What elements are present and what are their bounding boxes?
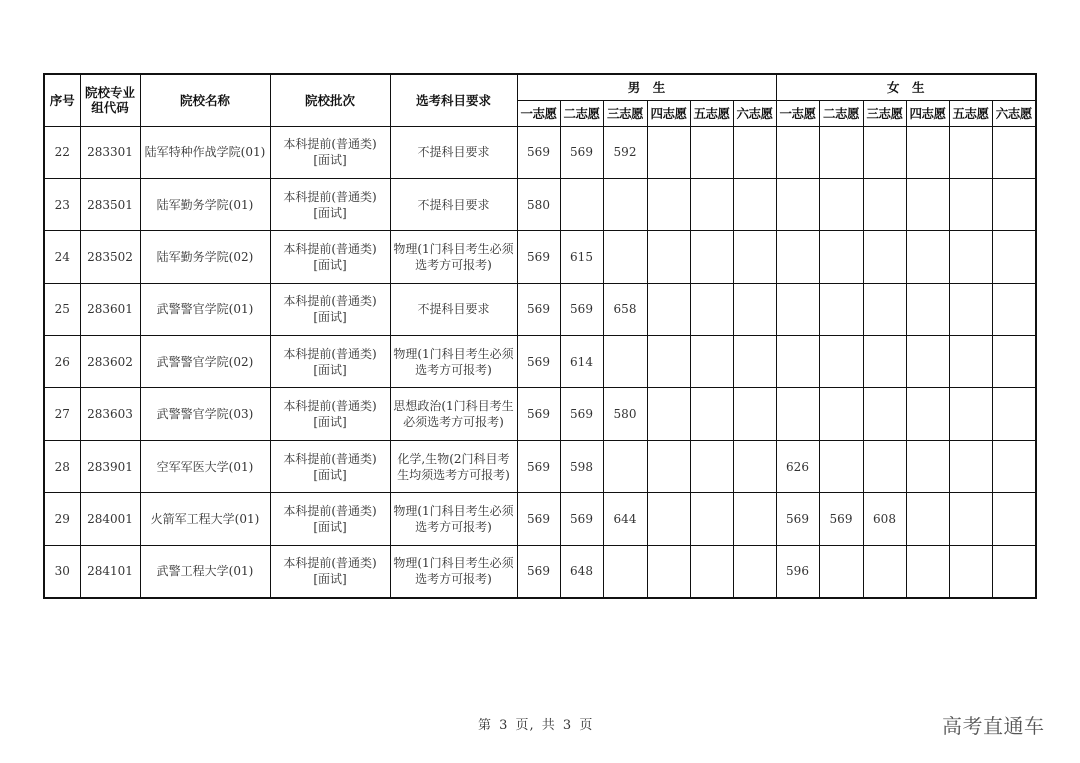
cell-school-name: 火箭军工程大学(01): [140, 493, 270, 545]
cell-female-choice-6: [992, 440, 1036, 492]
cell-female-choice-1: [776, 178, 819, 230]
cell-subject-requirement: 物理(1门科目考生必须选考方可报考): [390, 493, 517, 545]
cell-seq: 27: [44, 388, 80, 440]
cell-male-choice-6: [733, 440, 776, 492]
cell-male-choice-4: [647, 283, 690, 335]
cell-male-choice-2: 569: [560, 493, 603, 545]
cell-female-choice-3: [863, 283, 906, 335]
cell-female-choice-2: 569: [819, 493, 863, 545]
cell-male-choice-4: [647, 126, 690, 178]
page-indicator: 第 3 页, 共 3 页: [478, 718, 594, 733]
table-row: [44, 283, 1036, 335]
header-male-choice-5: 五志愿: [690, 100, 733, 126]
cell-male-choice-1: 569: [517, 283, 560, 335]
cell-female-choice-2: [819, 283, 863, 335]
cell-male-choice-3: 644: [603, 493, 647, 545]
cell-male-choice-3: [603, 440, 647, 492]
table-row: [44, 388, 1036, 440]
cell-male-choice-5: [690, 126, 733, 178]
cell-seq: 30: [44, 545, 80, 597]
table-row: [44, 336, 1036, 388]
cell-school-name: 陆军勤务学院(02): [140, 231, 270, 283]
cell-female-choice-6: [992, 336, 1036, 388]
cell-male-choice-1: 569: [517, 336, 560, 388]
cell-male-choice-4: [647, 388, 690, 440]
table-row: [44, 126, 1036, 178]
cell-male-choice-5: [690, 388, 733, 440]
cell-female-choice-2: [819, 336, 863, 388]
cell-batch: [270, 231, 390, 283]
batch-line-2: [面试]: [313, 310, 347, 325]
batch-line-2: [面试]: [313, 467, 347, 482]
cell-subject-requirement: 物理(1门科目考生必须选考方可报考): [390, 545, 517, 597]
cell-male-choice-6: [733, 388, 776, 440]
batch-line-2: [面试]: [313, 257, 347, 272]
cell-female-choice-4: [906, 178, 949, 230]
cell-female-choice-1: [776, 231, 819, 283]
cell-male-choice-2: 615: [560, 231, 603, 283]
batch-line-2: [面试]: [313, 153, 347, 168]
cell-male-choice-1: 569: [517, 231, 560, 283]
cell-male-choice-5: [690, 336, 733, 388]
cell-male-choice-5: [690, 440, 733, 492]
cell-male-choice-4: [647, 545, 690, 597]
cell-female-choice-5: [949, 440, 992, 492]
cell-female-choice-5: [949, 126, 992, 178]
cell-school-name: 武警警官学院(01): [140, 283, 270, 335]
header-name: 院校名称: [140, 74, 270, 126]
header-row-main: [44, 74, 1036, 100]
cell-male-choice-6: [733, 283, 776, 335]
batch-line-1: 本科提前(普通类): [283, 451, 377, 466]
header-batch: 院校批次: [270, 74, 390, 126]
cell-female-choice-4: [906, 283, 949, 335]
cell-male-choice-3: 592: [603, 126, 647, 178]
cell-male-choice-5: [690, 178, 733, 230]
cell-female-choice-3: [863, 126, 906, 178]
cell-code: 283301: [80, 126, 140, 178]
cell-male-choice-2: 614: [560, 336, 603, 388]
cell-batch: [270, 178, 390, 230]
cell-subject-requirement: 化学,生物(2门科目考生均须选考方可报考): [390, 440, 517, 492]
cell-female-choice-5: [949, 493, 992, 545]
header-female-choice-2: 二志愿: [819, 100, 863, 126]
batch-line-2: [面试]: [313, 519, 347, 534]
cell-subject-requirement: 不提科目要求: [390, 126, 517, 178]
cell-female-choice-2: [819, 388, 863, 440]
cell-school-name: 空军军医大学(01): [140, 440, 270, 492]
cell-code: 283901: [80, 440, 140, 492]
cell-subject-requirement: 物理(1门科目考生必须选考方可报考): [390, 231, 517, 283]
table-row: [44, 493, 1036, 545]
cell-male-choice-4: [647, 178, 690, 230]
cell-school-name: 武警警官学院(02): [140, 336, 270, 388]
table-row: [44, 440, 1036, 492]
cell-subject-requirement: 思想政治(1门科目考生必须选考方可报考): [390, 388, 517, 440]
cell-male-choice-6: [733, 336, 776, 388]
cell-female-choice-6: [992, 388, 1036, 440]
cell-female-choice-6: [992, 493, 1036, 545]
cell-code: 283501: [80, 178, 140, 230]
cell-female-choice-2: [819, 178, 863, 230]
cell-seq: 25: [44, 283, 80, 335]
cell-seq: 23: [44, 178, 80, 230]
batch-line-1: 本科提前(普通类): [283, 346, 377, 361]
cell-female-choice-2: [819, 231, 863, 283]
cell-male-choice-3: [603, 231, 647, 283]
cell-male-choice-6: [733, 178, 776, 230]
cell-male-choice-4: [647, 440, 690, 492]
batch-line-2: [面试]: [313, 572, 347, 587]
batch-line-1: 本科提前(普通类): [283, 399, 377, 414]
cell-male-choice-2: 569: [560, 388, 603, 440]
header-male-choice-4: 四志愿: [647, 100, 690, 126]
cell-male-choice-3: [603, 178, 647, 230]
cell-female-choice-5: [949, 388, 992, 440]
cell-female-choice-4: [906, 231, 949, 283]
cell-school-name: 陆军特种作战学院(01): [140, 126, 270, 178]
batch-line-2: [面试]: [313, 362, 347, 377]
batch-line-1: 本科提前(普通类): [283, 241, 377, 256]
cell-female-choice-1: [776, 336, 819, 388]
cell-seq: 26: [44, 336, 80, 388]
cell-male-choice-2: 569: [560, 126, 603, 178]
cell-male-choice-3: [603, 545, 647, 597]
cell-male-choice-4: [647, 493, 690, 545]
cell-female-choice-6: [992, 545, 1036, 597]
cell-male-choice-3: [603, 336, 647, 388]
batch-line-1: 本科提前(普通类): [283, 137, 377, 152]
cell-female-choice-4: [906, 126, 949, 178]
cell-male-choice-1: 569: [517, 545, 560, 597]
cell-batch: [270, 388, 390, 440]
cell-female-choice-4: [906, 440, 949, 492]
header-seq: 序号: [44, 74, 80, 126]
cell-school-name: 武警警官学院(03): [140, 388, 270, 440]
cell-female-choice-1: 626: [776, 440, 819, 492]
cell-female-choice-2: [819, 545, 863, 597]
cell-batch: [270, 126, 390, 178]
batch-line-2: [面试]: [313, 205, 347, 220]
batch-line-2: [面试]: [313, 415, 347, 430]
header-female: 女 生: [776, 74, 1036, 100]
cell-school-name: 武警工程大学(01): [140, 545, 270, 597]
cell-code: 283502: [80, 231, 140, 283]
cell-code: 284001: [80, 493, 140, 545]
header-female-choice-6: 六志愿: [992, 100, 1036, 126]
cell-male-choice-1: 580: [517, 178, 560, 230]
cell-male-choice-3: 580: [603, 388, 647, 440]
cell-school-name: 陆军勤务学院(01): [140, 178, 270, 230]
cell-female-choice-3: [863, 545, 906, 597]
cell-seq: 29: [44, 493, 80, 545]
cell-female-choice-5: [949, 545, 992, 597]
watermark: 高考直通车: [942, 714, 1045, 738]
table-row: [44, 178, 1036, 230]
cell-male-choice-4: [647, 231, 690, 283]
cell-female-choice-4: [906, 545, 949, 597]
cell-subject-requirement: 不提科目要求: [390, 178, 517, 230]
cell-code: 284101: [80, 545, 140, 597]
cell-batch: [270, 440, 390, 492]
cell-male-choice-4: [647, 336, 690, 388]
cell-male-choice-5: [690, 493, 733, 545]
cell-batch: [270, 545, 390, 597]
cell-female-choice-5: [949, 178, 992, 230]
cell-female-choice-3: [863, 336, 906, 388]
batch-line-1: 本科提前(普通类): [283, 503, 377, 518]
cell-male-choice-1: 569: [517, 126, 560, 178]
batch-line-1: 本科提前(普通类): [283, 556, 377, 571]
cell-code: 283601: [80, 283, 140, 335]
cell-male-choice-6: [733, 545, 776, 597]
header-male-choice-2: 二志愿: [560, 100, 603, 126]
header-code: 院校专业组代码: [80, 74, 140, 126]
cell-female-choice-4: [906, 336, 949, 388]
cell-male-choice-2: [560, 178, 603, 230]
cell-female-choice-6: [992, 231, 1036, 283]
header-male: 男 生: [517, 74, 776, 100]
cell-female-choice-2: [819, 440, 863, 492]
cell-seq: 22: [44, 126, 80, 178]
cell-batch: [270, 283, 390, 335]
table-body: [44, 126, 1036, 598]
cell-female-choice-2: [819, 126, 863, 178]
cell-female-choice-1: [776, 126, 819, 178]
cell-female-choice-4: [906, 493, 949, 545]
header-male-choice-6: 六志愿: [733, 100, 776, 126]
cell-male-choice-2: 648: [560, 545, 603, 597]
cell-code: 283603: [80, 388, 140, 440]
cell-female-choice-3: [863, 440, 906, 492]
cell-male-choice-3: 658: [603, 283, 647, 335]
cell-subject-requirement: 物理(1门科目考生必须选考方可报考): [390, 336, 517, 388]
cell-female-choice-3: 608: [863, 493, 906, 545]
cell-male-choice-6: [733, 493, 776, 545]
table-row: [44, 545, 1036, 597]
header-female-choice-5: 五志愿: [949, 100, 992, 126]
batch-line-1: 本科提前(普通类): [283, 189, 377, 204]
cell-male-choice-6: [733, 231, 776, 283]
cell-female-choice-6: [992, 283, 1036, 335]
cell-female-choice-1: 596: [776, 545, 819, 597]
cell-batch: [270, 336, 390, 388]
header-female-choice-3: 三志愿: [863, 100, 906, 126]
cell-female-choice-1: 569: [776, 493, 819, 545]
cell-seq: 28: [44, 440, 80, 492]
cell-subject-requirement: 不提科目要求: [390, 283, 517, 335]
cell-male-choice-5: [690, 545, 733, 597]
cell-female-choice-6: [992, 126, 1036, 178]
header-female-choice-1: 一志愿: [776, 100, 819, 126]
cell-female-choice-3: [863, 388, 906, 440]
cell-male-choice-6: [733, 126, 776, 178]
cell-male-choice-1: 569: [517, 440, 560, 492]
table-row: [44, 231, 1036, 283]
header-male-choice-1: 一志愿: [517, 100, 560, 126]
cell-male-choice-1: 569: [517, 493, 560, 545]
cell-male-choice-5: [690, 231, 733, 283]
cell-female-choice-4: [906, 388, 949, 440]
header-male-choice-3: 三志愿: [603, 100, 647, 126]
cell-batch: [270, 493, 390, 545]
cell-female-choice-3: [863, 178, 906, 230]
cell-male-choice-5: [690, 283, 733, 335]
admission-scores-table: [43, 73, 1037, 599]
cell-female-choice-1: [776, 388, 819, 440]
cell-male-choice-2: 569: [560, 283, 603, 335]
cell-code: 283602: [80, 336, 140, 388]
cell-female-choice-1: [776, 283, 819, 335]
cell-seq: 24: [44, 231, 80, 283]
cell-female-choice-5: [949, 231, 992, 283]
cell-female-choice-5: [949, 283, 992, 335]
header-female-choice-4: 四志愿: [906, 100, 949, 126]
cell-female-choice-5: [949, 336, 992, 388]
header-subjects: 选考科目要求: [390, 74, 517, 126]
batch-line-1: 本科提前(普通类): [283, 294, 377, 309]
cell-female-choice-6: [992, 178, 1036, 230]
cell-male-choice-2: 598: [560, 440, 603, 492]
cell-female-choice-3: [863, 231, 906, 283]
cell-male-choice-1: 569: [517, 388, 560, 440]
